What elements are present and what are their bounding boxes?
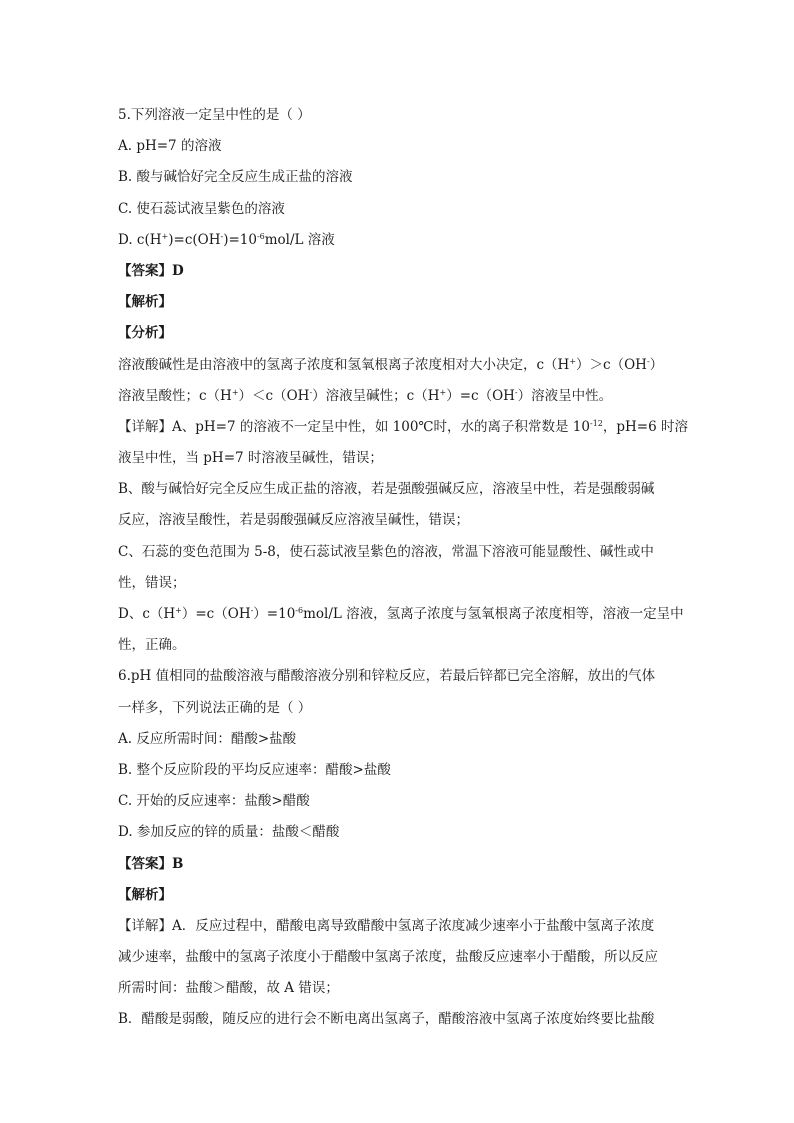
question-6-option-c: C. 开始的反应速率：盐酸>醋酸	[118, 793, 310, 810]
question-5-explain-d-line-2: 性，正确。	[118, 637, 186, 654]
question-5-explain-c-line-1: C、石蕊的变色范围为 5-8，使石蕊试液呈紫色的溶液，常温下溶液可能显酸性、碱性或中	[118, 543, 654, 560]
question-6-option-d: D. 参加反应的锌的质量：盐酸＜醋酸	[118, 824, 340, 841]
question-5-analysis-heading: 【解析】	[118, 294, 172, 311]
question-5-option-d: D. $c(H^+)=c(OH^-)=10^{-6}mol/L$ 溶液	[118, 231, 335, 248]
question-5-explain-a-line-1: 【详解】A、pH=7 的溶液不一定呈中性，如 100℃时，水的离子积常数是 $10^{-12}$，pH=6 时溶	[118, 418, 688, 435]
question-6-analysis-heading: 【解析】	[118, 886, 172, 903]
question-6-stem-line-2: 一样多，下列说法正确的是（ ）	[118, 699, 312, 716]
question-5-fenxi-line-1: 溶液酸碱性是由溶液中的氢离子浓度和氢氧根离子浓度相对大小决定，c（H+）＞c（OH-）	[118, 356, 664, 373]
question-5-explain-b-line-2: 反应，溶液呈酸性，若是弱酸强碱反应溶液呈碱性，错误；	[118, 512, 469, 529]
question-6-option-a: A. 反应所需时间：醋酸>盐酸	[118, 730, 297, 747]
question-5-explain-d-line-1: D、$c(H^+)=c(OH^-)=10^{-6}mol/L$ 溶液，氢离子浓度与氢氧根离子浓度相等，溶液一定呈中	[118, 606, 684, 622]
question-6-explain-a-line-1: 【详解】A．反应过程中，醋酸电离导致醋酸中氢离子浓度减少速率小于盐酸中氢离子浓度	[118, 917, 655, 934]
question-5-fenxi-line-2: 溶液呈酸性；c（H+）＜c（OH-）溶液呈碱性；c（H+）=c（OH-）溶液呈中性。	[118, 387, 613, 404]
question-6-explain-a-line-2: 减少速率，盐酸中的氢离子浓度小于醋酸中氢离子浓度，盐酸反应速率小于醋酸，所以反应	[118, 949, 658, 966]
question-6-stem-line-1: 6.pH 值相同的盐酸溶液与醋酸溶液分别和锌粒反应，若最后锌都已完全溶解，放出的气体	[118, 668, 656, 685]
question-6-answer: 【答案】B	[118, 855, 184, 872]
question-5-explain-b-line-1: B、酸与碱恰好完全反应生成正盐的溶液，若是强酸强碱反应，溶液呈中性，若是强酸弱碱	[118, 481, 655, 498]
question-5-option-c: C. 使石蕊试液呈紫色的溶液	[118, 200, 285, 217]
question-5-explain-c-line-2: 性，错误；	[118, 574, 186, 591]
question-6-explain-b-line-1: B．醋酸是弱酸，随反应的进行会不断电离出氢离子，醋酸溶液中氢离子浓度始终要比盐酸	[118, 1011, 655, 1028]
question-5-option-a: A. pH=7 的溶液	[118, 138, 222, 155]
question-5-stem: 5.下列溶液一定呈中性的是（ ）	[118, 107, 311, 123]
question-5-option-b: B. 酸与碱恰好完全反应生成正盐的溶液	[118, 169, 353, 186]
question-5-fenxi-heading: 【分析】	[118, 325, 172, 342]
question-5-answer: 【答案】D	[118, 262, 184, 279]
document-page	[118, 100, 688, 1036]
question-5-explain-a-line-2: 液呈中性，当 pH=7 时溶液呈碱性，错误；	[118, 450, 383, 467]
question-6-option-b: B. 整个反应阶段的平均反应速率：醋酸>盐酸	[118, 761, 391, 778]
question-6-explain-a-line-3: 所需时间：盐酸＞醋酸，故 A 错误；	[118, 980, 339, 997]
